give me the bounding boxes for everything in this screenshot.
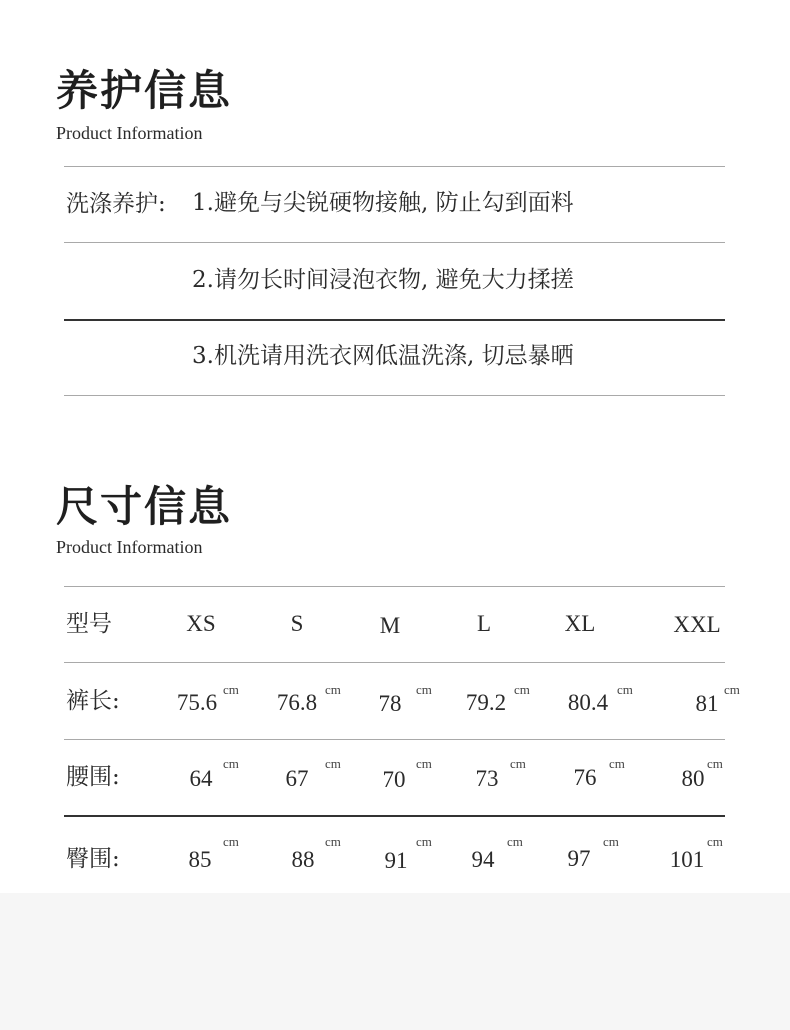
divider: [64, 319, 725, 321]
unit-label: cm: [609, 756, 625, 771]
unit-label: cm: [507, 834, 523, 849]
divider: [64, 739, 725, 740]
value-length-l: 79.2: [465, 690, 507, 715]
value-hip-xl: 97: [567, 846, 591, 871]
divider: [64, 166, 725, 167]
unit-label: cm: [416, 834, 432, 849]
size-header-l: L: [476, 611, 492, 636]
value-waist-s: 67: [285, 766, 309, 791]
divider: [64, 395, 725, 396]
value-length-s: 76.8: [276, 690, 318, 715]
unit-label: cm: [724, 682, 740, 697]
divider: [64, 662, 725, 663]
unit-label: cm: [510, 756, 526, 771]
size-header-label: 型号: [66, 611, 112, 637]
unit-label: cm: [223, 756, 239, 771]
unit-label: cm: [707, 834, 723, 849]
unit-label: cm: [223, 834, 239, 849]
unit-label: cm: [416, 682, 432, 697]
value-waist-xs: 64: [189, 766, 213, 791]
value-length-xs: 75.6: [176, 690, 218, 715]
care-item-2: 2.请勿长时间浸泡衣物, 避免大力揉搓: [192, 267, 574, 293]
unit-label: cm: [617, 682, 633, 697]
value-length-m: 78: [378, 691, 402, 716]
size-header-m: M: [379, 613, 401, 638]
footer-band: [0, 893, 790, 1030]
care-section-title: 养护信息: [56, 66, 233, 115]
row-label-waist: 腰围:: [66, 764, 120, 790]
value-waist-m: 70: [382, 767, 406, 792]
unit-label: cm: [325, 682, 341, 697]
divider: [64, 815, 725, 817]
unit-label: cm: [514, 682, 530, 697]
row-label-hip: 臀围:: [66, 846, 120, 872]
size-section-subtitle: Product Information: [56, 537, 203, 557]
size-header-s: S: [290, 611, 304, 636]
unit-label: cm: [223, 682, 239, 697]
value-waist-l: 73: [475, 766, 499, 791]
value-length-xl: 80.4: [567, 690, 609, 715]
size-header-xxl: XXL: [673, 612, 721, 637]
unit-label: cm: [416, 756, 432, 771]
divider: [64, 586, 725, 587]
size-header-xs: XS: [186, 611, 216, 636]
size-header-xl: XL: [564, 611, 596, 636]
unit-label: cm: [325, 756, 341, 771]
value-hip-s: 88: [291, 847, 315, 872]
care-section-subtitle: Product Information: [56, 123, 203, 143]
value-length-xxl: 81: [695, 691, 719, 716]
divider: [64, 242, 725, 243]
care-label: 洗涤养护:: [66, 191, 166, 217]
unit-label: cm: [707, 756, 723, 771]
unit-label: cm: [603, 834, 619, 849]
row-label-length: 裤长:: [66, 688, 120, 714]
value-hip-l: 94: [471, 847, 495, 872]
value-hip-xs: 85: [188, 847, 212, 872]
value-hip-m: 91: [384, 848, 408, 873]
care-item-1: 1.避免与尖锐硬物接触, 防止勾到面料: [192, 190, 574, 216]
value-hip-xxl: 101: [669, 847, 705, 872]
size-section-title: 尺寸信息: [56, 482, 233, 531]
care-item-3: 3.机洗请用洗衣网低温洗涤, 切忌暴晒: [192, 343, 574, 369]
unit-label: cm: [325, 834, 341, 849]
value-waist-xxl: 80: [681, 766, 705, 791]
value-waist-xl: 76: [573, 765, 597, 790]
